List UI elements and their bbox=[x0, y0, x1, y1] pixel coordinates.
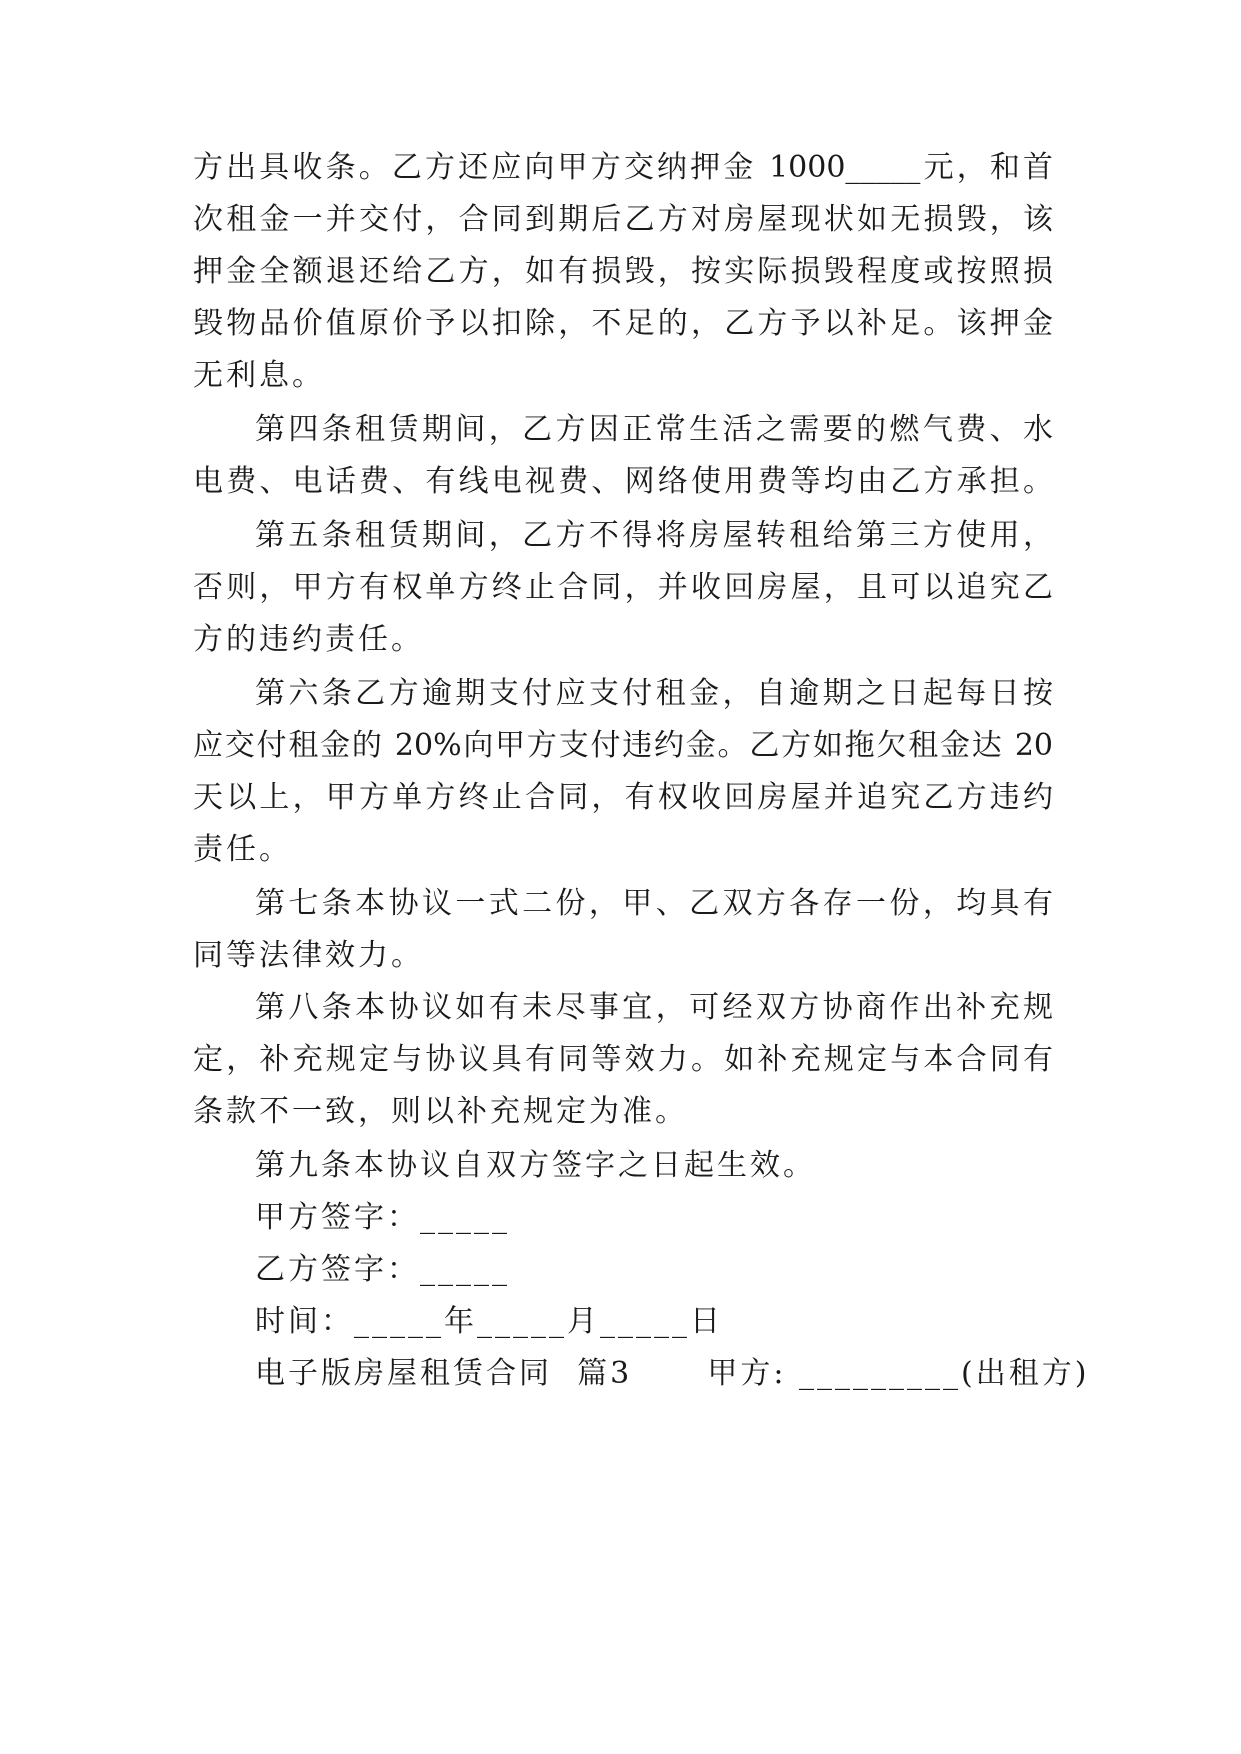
text-line: 第五条租赁期间，乙方不得将房屋转租给第三方使用， bbox=[255, 518, 1053, 553]
text-line: 第七条本协议一式二份，甲、乙双方各存一份，均具有 bbox=[255, 886, 1053, 921]
text-line: 第六条乙方逾期支付应支付租金，自逾期之日起每日按 bbox=[255, 676, 1053, 711]
signature-line-party-a: 甲方签字：_____ bbox=[255, 1200, 510, 1235]
text-line: 方出具收条。乙方还应向甲方交纳押金 1000_____元，和首 bbox=[193, 150, 1053, 185]
text-line: 否则，甲方有权单方终止合同，并收回房屋，且可以追究乙 bbox=[193, 570, 1053, 605]
text-line: 方的违约责任。 bbox=[193, 622, 424, 657]
text-line: 无利息。 bbox=[193, 358, 325, 393]
text-line: 条款不一致，则以补充规定为准。 bbox=[193, 1094, 688, 1129]
text-line: 押金全额退还给乙方，如有损毁，按实际损毁程度或按照损 bbox=[193, 254, 1053, 289]
text-line: 毁物品价值原价予以扣除，不足的，乙方予以补足。该押金 bbox=[193, 306, 1053, 341]
signature-line-party-b: 乙方签字：_____ bbox=[255, 1252, 510, 1287]
text-line: 次租金一并交付，合同到期后乙方对房屋现状如无损毁，该 bbox=[193, 202, 1053, 237]
date-line: 时间：_____年_____月_____日 bbox=[255, 1304, 723, 1339]
text-line: 责任。 bbox=[193, 832, 292, 867]
text-line: 电费、电话费、有线电视费、网络使用费等均由乙方承担。 bbox=[193, 464, 1053, 499]
next-contract-heading: 电子版房屋租赁合同 篇3 甲方: _________(出租方) bbox=[255, 1356, 1090, 1391]
text-line: 第九条本协议自双方签字之日起生效。 bbox=[255, 1148, 816, 1183]
text-line: 同等法律效力。 bbox=[193, 938, 424, 973]
text-line: 第四条租赁期间，乙方因正常生活之需要的燃气费、水 bbox=[255, 412, 1053, 447]
text-line: 天以上，甲方单方终止合同，有权收回房屋并追究乙方违约 bbox=[193, 780, 1053, 815]
text-line: 应交付租金的 20%向甲方支付违约金。乙方如拖欠租金达 20 bbox=[193, 728, 1053, 763]
text-line: 第八条本协议如有未尽事宜，可经双方协商作出补充规 bbox=[255, 990, 1053, 1025]
text-line: 定，补充规定与协议具有同等效力。如补充规定与本合同有 bbox=[193, 1042, 1053, 1077]
